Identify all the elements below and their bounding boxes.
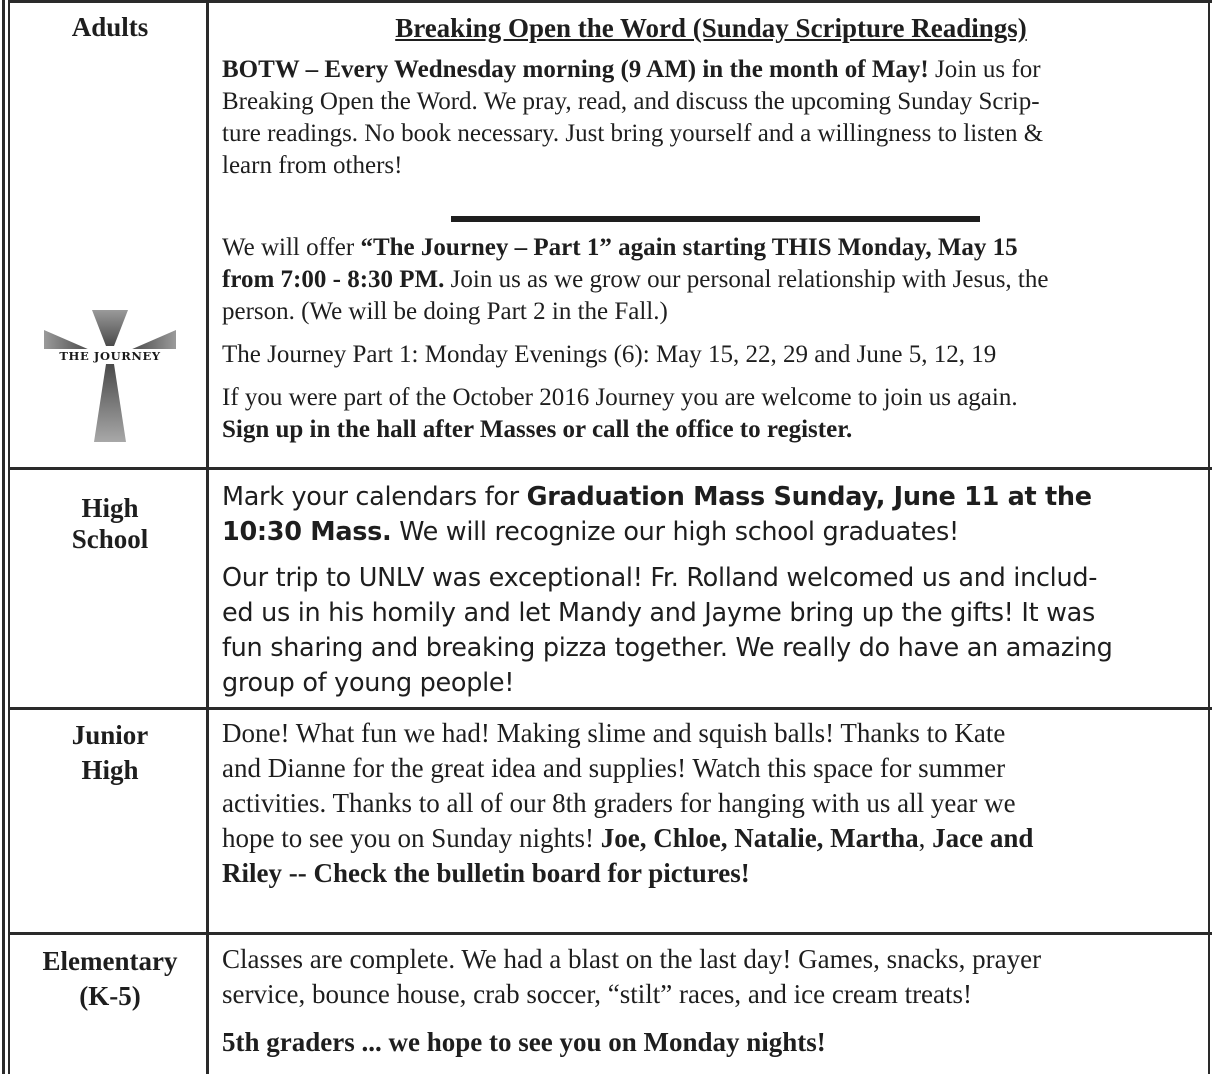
junior-high-paragraph <box>222 716 1200 891</box>
category-label: High <box>81 755 139 785</box>
unlv-paragraph <box>222 561 1200 701</box>
unlv-text: fun sharing and breaking pizza together. We really do have an amazing <box>222 633 1113 663</box>
journey-text: Join us as we grow our personal relationship with Jesus, the <box>450 266 1049 293</box>
column-divider <box>206 0 209 1074</box>
journey-paragraph <box>222 232 1200 328</box>
jh-text: Done! What fun we had! Making slime and squish balls! Thanks to Kate <box>222 718 1006 748</box>
elementary-content <box>222 942 1200 1060</box>
row-divider-3 <box>10 932 1212 935</box>
row-divider-2 <box>10 707 1212 710</box>
botw-paragraph <box>222 54 1200 182</box>
adults-title: Breaking Open the Word (Sunday Scripture Readings) <box>395 13 1027 43</box>
right-border <box>1208 0 1210 1074</box>
signup-text: Sign up in the hall after Masses or call the office to register. <box>222 416 853 443</box>
graduation-paragraph <box>222 480 1200 550</box>
the-journey-logo-text: THE JOURNEY <box>44 349 176 363</box>
jh-text: hope to see you on Sunday nights! <box>222 823 594 853</box>
jh-text: and Dianne for the great idea and supplies! Watch this space for summer <box>222 753 1006 783</box>
botw-text: learn from others! <box>222 152 403 179</box>
journey-text: person. (We will be doing Part 2 in the Fall.) <box>222 298 668 325</box>
botw-text: Join us for <box>935 56 1041 83</box>
category-label: Junior <box>71 720 149 750</box>
unlv-text: Our trip to UNLV was exceptional! Fr. Rolland welcomed us and includ- <box>222 563 1098 593</box>
category-label: Elementary <box>42 946 178 976</box>
journey-time: from 7:00 - 8:30 PM. <box>222 266 445 293</box>
row-divider-1 <box>10 467 1212 470</box>
botw-text: ture readings. No book necessary. Just bring yourself and a willingness to listen & <box>222 120 1044 147</box>
top-border <box>10 0 1212 3</box>
category-label: High <box>81 493 139 523</box>
the-journey-cross-logo <box>40 306 180 446</box>
grad-text: We will recognize our high school graduates! <box>399 517 959 547</box>
category-junior-high <box>22 718 198 788</box>
botw-heading: BOTW – Every Wednesday morning (9 AM) in the month of May! <box>222 56 929 83</box>
category-adults: Adults <box>71 12 149 42</box>
journey-text: We will offer <box>222 234 355 261</box>
adults-content <box>222 12 1200 182</box>
journey-schedule: The Journey Part 1: Monday Evenings (6): May 15, 22, 29 and June 5, 12, 19 <box>222 341 997 368</box>
unlv-text: ed us in his homily and let Mandy and Jayme bring up the gifts! It was <box>222 598 1095 628</box>
unlv-text: group of young people! <box>222 668 515 698</box>
jh-text: activities. Thanks to all of our 8th graders for hanging with us all year we <box>222 788 1016 818</box>
elem-text: Classes are complete. We had a blast on the last day! Games, snacks, prayer <box>222 944 1042 974</box>
left-border-outer <box>2 0 5 1074</box>
elem-highlight: 5th graders ... we hope to see you on Monday nights! <box>222 1027 826 1057</box>
journey-signup <box>222 414 1200 446</box>
category-elementary <box>22 944 198 1014</box>
jh-names: Jace and <box>932 823 1034 853</box>
elem-text: service, bounce house, crab soccer, “stilt” races, and ice cream treats! <box>222 979 973 1009</box>
left-border-inner <box>8 0 10 1074</box>
category-label: (K-5) <box>79 981 141 1011</box>
junior-high-content <box>222 716 1200 891</box>
elementary-bold-line <box>222 1025 1200 1060</box>
elementary-paragraph <box>222 942 1200 1012</box>
botw-text: Breaking Open the Word. We pray, read, and discuss the upcoming Sunday Scrip- <box>222 88 1040 115</box>
section-separator <box>451 216 980 222</box>
jh-bulletin-note: Riley -- Check the bulletin board for pictures! <box>222 858 750 888</box>
journey-content <box>222 232 1200 446</box>
journey-highlight: “The Journey – Part 1” again starting THIS Monday, May 15 <box>360 234 1018 261</box>
jh-text: , <box>918 823 926 853</box>
grad-highlight: 10:30 Mass. <box>222 517 392 547</box>
category-label: School <box>71 524 149 554</box>
category-high-school <box>22 493 198 555</box>
jh-names: Joe, Chloe, Natalie, Martha <box>600 823 919 853</box>
high-school-content <box>222 480 1200 701</box>
journey-welcome: If you were part of the October 2016 Journey you are welcome to join us again. <box>222 384 1018 411</box>
grad-highlight: Graduation Mass Sunday, June 11 at the <box>526 482 1092 512</box>
grad-text: Mark your calendars for <box>222 482 519 512</box>
